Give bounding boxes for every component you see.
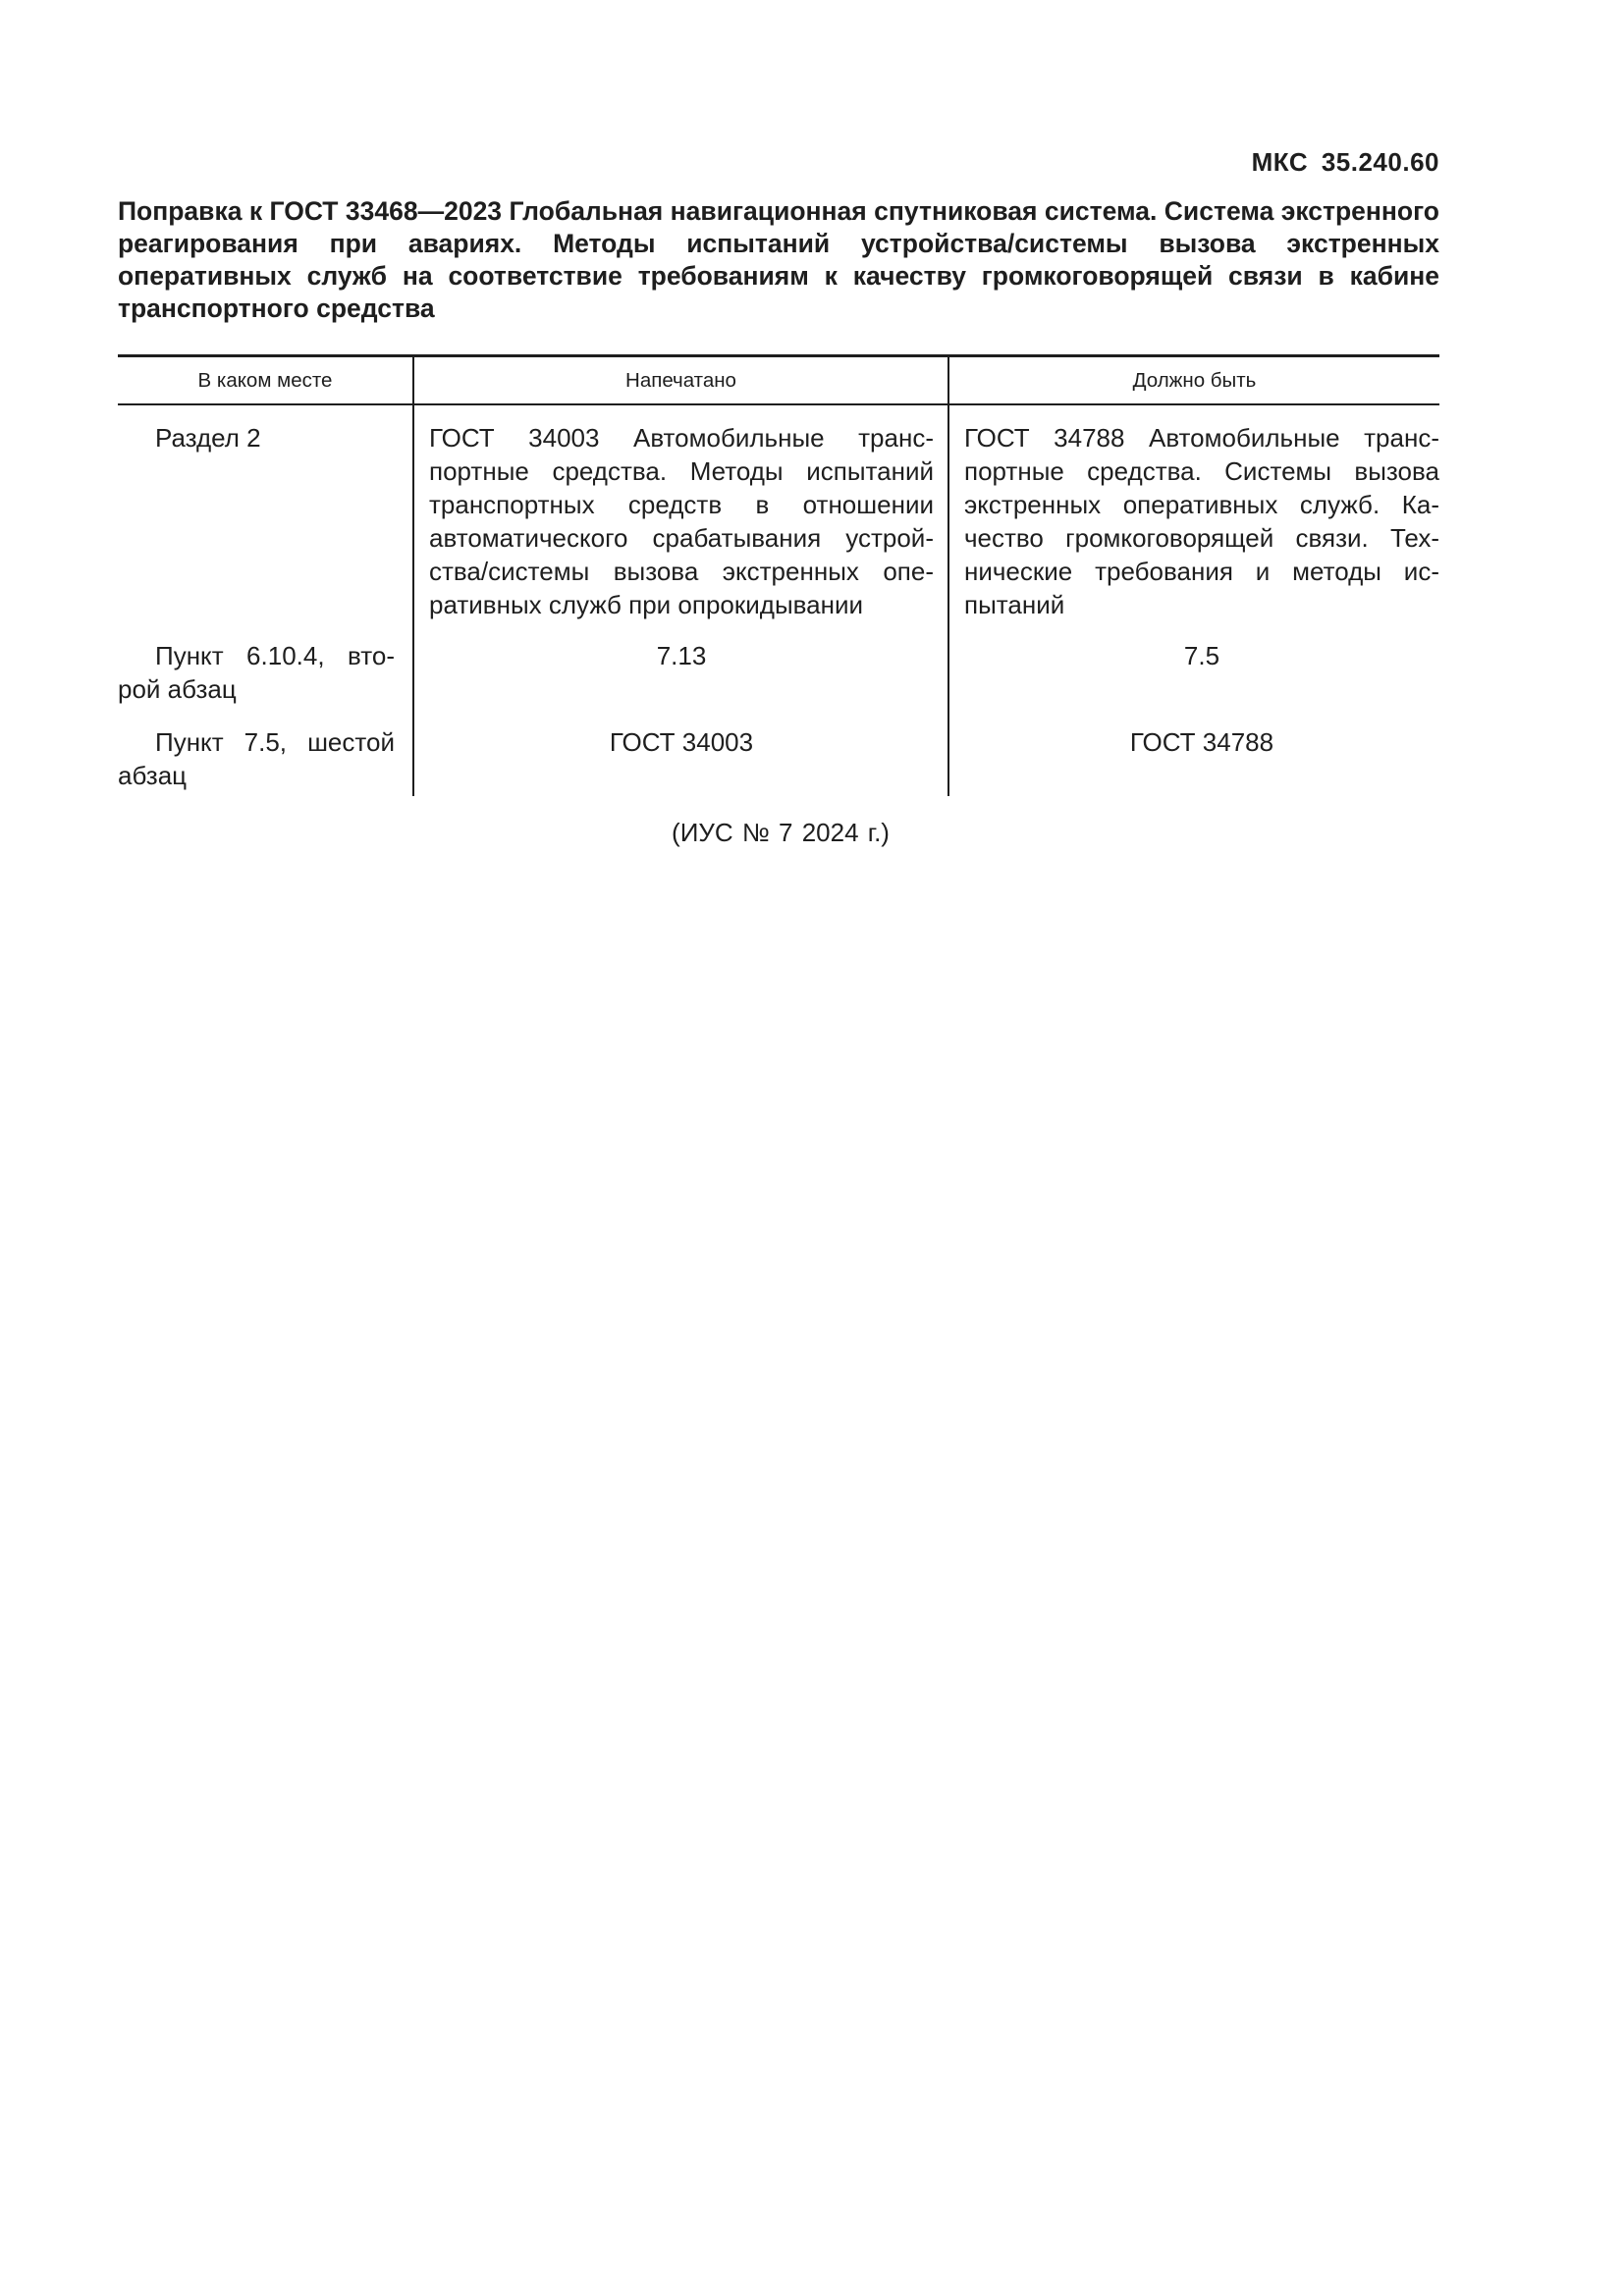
cell-place-text: Раздел 2	[155, 423, 261, 453]
cell-place	[118, 635, 413, 721]
table-row	[118, 721, 1439, 796]
classification-code: МКС 35.240.60	[1251, 147, 1439, 177]
table-header-row	[118, 356, 1439, 405]
table-row	[118, 635, 1439, 721]
amendment-title: Поправка к ГОСТ 33468—2023 Глобальная навигационная спутниковая система. Система экстренного реагирования при авариях. Методы испытаний устройства/системы вызова экстренных оперативных служб на соответствие требованиям к качеству громкоговорящей связи в кабине транспортного средства	[118, 196, 1439, 323]
cell-should-be: 7.5	[1183, 641, 1220, 670]
cell-should-be: ГОСТ 34788	[1129, 727, 1274, 757]
issue-note: (ИУС № 7 2024 г.)	[672, 818, 890, 847]
amendment-table	[118, 354, 1439, 796]
cell-printed: ГОСТ 34003	[413, 721, 948, 796]
column-header-should-be: Должно быть	[948, 356, 1439, 405]
cell-printed: ГОСТ 34003 Автомобильные транспортные средства. Методы испытаний транспортных средств в отношении автоматического срабатывания устройства/системы вызова экстренных оперативных служб при опрокидывании	[413, 404, 948, 635]
column-header-place: В каком месте	[118, 356, 413, 405]
column-header-printed: Напечатано	[413, 356, 948, 405]
cell-place-text: Пункт 7.5, шестой абзац	[118, 727, 395, 790]
cell-place	[118, 404, 413, 635]
cell-place	[118, 721, 413, 796]
cell-should-be: ГОСТ 34788 Автомобильные транспортные средства. Системы вызова экстренных оперативных служб. Качество громкоговорящей связи. Технические требования и методы испытаний	[964, 423, 1439, 619]
table-row	[118, 404, 1439, 635]
cell-place-text: Пункт 6.10.4, второй абзац	[118, 641, 395, 704]
cell-printed: 7.13	[413, 635, 948, 721]
